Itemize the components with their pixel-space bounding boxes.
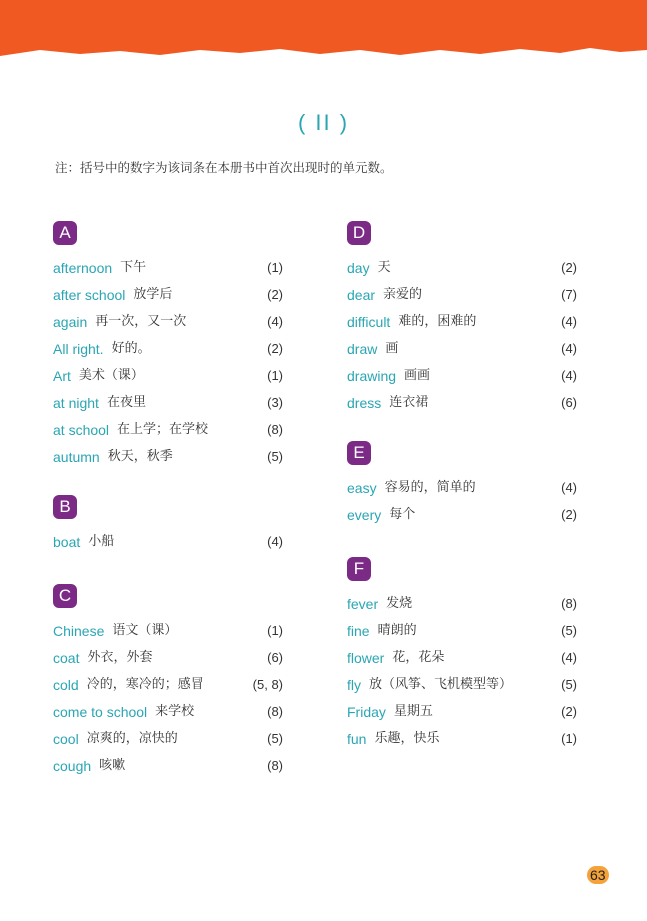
vocabulary-entry: [347, 698, 577, 725]
entry-unit: (8): [267, 421, 283, 437]
entry-meaning: 语文（课）: [112, 622, 178, 638]
entry-meaning: 咳嗽: [99, 757, 126, 773]
entry-word: afternoon: [53, 259, 113, 276]
note-text: 注：括号中的数字为该词条在本册书中首次出现时的单元数。: [55, 160, 393, 175]
entry-meaning: 晴朗的: [377, 622, 417, 638]
section-title: ( II ): [297, 110, 350, 135]
entry-word: again: [53, 313, 88, 330]
vocabulary-entry: [53, 281, 283, 308]
entry-unit: (6): [267, 649, 283, 665]
entry-word: after school: [53, 286, 126, 303]
entry-list: [53, 528, 283, 555]
entry-meaning: 花，花朵: [392, 649, 445, 665]
entry-unit: (4): [267, 533, 283, 549]
entry-meaning: 放（风筝、飞机模型等）: [369, 676, 513, 692]
entry-unit: (8): [561, 595, 577, 611]
entry-meaning: 凉爽的，凉快的: [86, 730, 178, 746]
entry-word: Friday: [347, 703, 386, 720]
vocabulary-entry: [347, 308, 577, 335]
entry-unit: (2): [267, 286, 283, 302]
banner-shape: [0, 0, 647, 62]
vocabulary-entry: [53, 443, 283, 470]
entry-word: fly: [347, 676, 361, 693]
entry-meaning: 画画: [404, 367, 431, 383]
entry-meaning: 外衣，外套: [87, 649, 153, 665]
entry-word: Chinese: [53, 622, 105, 639]
entry-word: difficult: [347, 313, 391, 330]
entry-word: cold: [53, 676, 79, 693]
entry-word: fun: [347, 730, 367, 747]
entry-list: [53, 254, 283, 470]
entry-word: dress: [347, 394, 382, 411]
entry-meaning: 天: [377, 259, 391, 275]
entry-unit: (4): [267, 313, 283, 329]
group-f: [347, 557, 577, 752]
entry-unit: (8): [267, 757, 283, 773]
group-a: [53, 221, 283, 470]
group-c: [53, 584, 283, 779]
entry-word: coat: [53, 649, 80, 666]
entry-meaning: 再一次，又一次: [95, 313, 187, 329]
entry-word: draw: [347, 340, 378, 357]
vocabulary-entry: [347, 254, 577, 281]
vocabulary-entry: [53, 308, 283, 335]
entry-meaning: 秋天，秋季: [107, 448, 173, 464]
entry-meaning: 小船: [88, 533, 115, 549]
entry-unit: (4): [561, 649, 577, 665]
entry-word: day: [347, 259, 370, 276]
entry-list: [347, 474, 577, 528]
entry-unit: (8): [267, 703, 283, 719]
entry-meaning: 冷的，寒冷的；感冒: [86, 676, 204, 692]
letter-badge: D: [347, 221, 371, 245]
vocabulary-entry: [347, 362, 577, 389]
entry-word: come to school: [53, 703, 148, 720]
vocabulary-entry: [53, 528, 283, 555]
entry-unit: (4): [561, 367, 577, 383]
entry-unit: (1): [267, 259, 283, 275]
entry-word: at school: [53, 421, 110, 438]
entry-unit: (2): [561, 259, 577, 275]
entry-meaning: 在上学；在学校: [117, 421, 209, 437]
entry-list: [53, 617, 283, 779]
entry-unit: (7): [561, 286, 577, 302]
entry-word: boat: [53, 533, 81, 550]
entry-unit: (4): [561, 313, 577, 329]
entry-meaning: 美术（课）: [78, 367, 144, 383]
entry-list: [347, 254, 577, 416]
entry-unit: (1): [267, 367, 283, 383]
entry-meaning: 连衣裙: [389, 394, 429, 410]
vocabulary-entry: [53, 671, 283, 698]
entry-list: [347, 590, 577, 752]
letter-badge: E: [347, 441, 371, 465]
entry-meaning: 在夜里: [106, 394, 146, 410]
entry-word: cough: [53, 757, 92, 774]
entry-unit: (5): [267, 448, 283, 464]
vocabulary-entry: [53, 254, 283, 281]
vocabulary-entry: [53, 335, 283, 362]
entry-unit: (6): [561, 394, 577, 410]
entry-meaning: 乐趣，快乐: [374, 730, 440, 746]
vocabulary-entry: [347, 617, 577, 644]
entry-meaning: 下午: [120, 259, 147, 275]
letter-badge: A: [53, 221, 77, 245]
entry-word: every: [347, 506, 382, 523]
entry-unit: (4): [561, 479, 577, 495]
vocabulary-entry: [53, 752, 283, 779]
vocabulary-entry: [347, 501, 577, 528]
vocabulary-entry: [53, 416, 283, 443]
entry-meaning: 容易的，简单的: [384, 479, 476, 495]
entry-word: drawing: [347, 367, 397, 384]
group-d: [347, 221, 577, 416]
entry-word: fine: [347, 622, 370, 639]
entry-word: All right.: [53, 340, 104, 357]
entry-unit: (5, 8): [252, 676, 283, 692]
vocabulary-entry: [53, 698, 283, 725]
entry-unit: (3): [267, 394, 283, 410]
entry-meaning: 好的。: [111, 340, 151, 356]
entry-unit: (5): [561, 676, 577, 692]
vocabulary-entry: [347, 389, 577, 416]
entry-unit: (4): [561, 340, 577, 356]
entry-word: dear: [347, 286, 376, 303]
entry-unit: (5): [267, 730, 283, 746]
letter-badge: C: [53, 584, 77, 608]
entry-meaning: 难的，困难的: [398, 313, 477, 329]
vocabulary-entry: [347, 725, 577, 752]
vocabulary-entry: [53, 644, 283, 671]
entry-meaning: 放学后: [133, 286, 173, 302]
entry-meaning: 画: [385, 340, 399, 356]
page-number: 63: [587, 866, 609, 884]
entry-unit: (2): [561, 506, 577, 522]
entry-unit: (1): [561, 730, 577, 746]
letter-badge: B: [53, 495, 77, 519]
group-b: [53, 495, 283, 555]
vocabulary-entry: [53, 617, 283, 644]
vocabulary-entry: [347, 590, 577, 617]
vocabulary-entry: [53, 362, 283, 389]
entry-word: cool: [53, 730, 79, 747]
entry-unit: (2): [561, 703, 577, 719]
letter-badge: F: [347, 557, 371, 581]
entry-unit: (2): [267, 340, 283, 356]
top-banner: [0, 0, 647, 62]
entry-word: autumn: [53, 448, 100, 465]
entry-meaning: 发烧: [386, 595, 413, 611]
entry-meaning: 星期五: [393, 703, 433, 719]
entry-unit: (5): [561, 622, 577, 638]
vocabulary-entry: [347, 671, 577, 698]
entry-meaning: 每个: [389, 506, 416, 522]
vocabulary-entry: [347, 644, 577, 671]
entry-meaning: 来学校: [155, 703, 195, 719]
entry-word: fever: [347, 595, 379, 612]
entry-word: flower: [347, 649, 385, 666]
group-e: [347, 441, 577, 528]
vocabulary-entry: [347, 281, 577, 308]
vocabulary-entry: [347, 335, 577, 362]
entry-meaning: 亲爱的: [383, 286, 423, 302]
vocabulary-entry: [53, 725, 283, 752]
vocabulary-entry: [347, 474, 577, 501]
entry-word: easy: [347, 479, 377, 496]
entry-unit: (1): [267, 622, 283, 638]
entry-word: at night: [53, 394, 99, 411]
entry-word: Art: [53, 367, 71, 384]
vocabulary-entry: [53, 389, 283, 416]
